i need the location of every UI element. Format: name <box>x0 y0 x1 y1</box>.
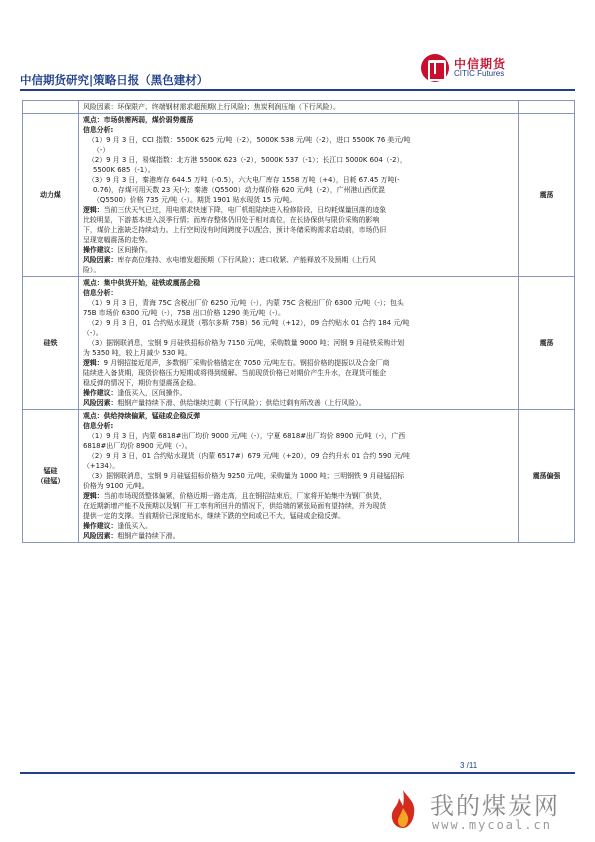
line-text: 粗钢产量持续下滑、供给继续过剩（下行风险）；供给过剩有所改善（上行风险）。 <box>117 399 366 407</box>
analysis-line: 信息分析： <box>83 289 118 297</box>
page-number: 3 /11 <box>460 761 478 770</box>
line-text: 当前三伏天气已过，用电需求快速下降，电厂机组陆续进入检修阶段，日均耗煤量回落的迹象 <box>103 206 387 214</box>
line-label: 风险因素： <box>83 532 118 540</box>
line-text: 9 月钢招接近尾声，多数钢厂采购价格锚定在 7050 元/吨左右。钢招价格的提振以及合金厂商 <box>103 359 390 367</box>
analysis-line <box>83 255 514 265</box>
citic-logo <box>421 52 506 84</box>
analysis-line: 信息分析: <box>83 422 114 430</box>
outlook-view: 震荡 <box>519 114 575 277</box>
commodity-name: 硅铁 <box>23 277 79 410</box>
line-label: 逻辑： <box>83 206 104 214</box>
outlook-view <box>519 101 575 114</box>
logo-name-en: CITIC Futures <box>454 69 505 79</box>
analysis-line: 5500K 685（-1）。 <box>93 166 155 174</box>
analysis-line <box>83 521 514 531</box>
analysis-line: 下，煤价上涨缺乏持续动力。上行空间没有时间跨度予以配合，预计冬储采购需求启动前，市场仍旧 <box>83 226 387 234</box>
analysis-line: （3）9 月 3 日，秦港库存 644.5 万吨（-0.5），六大电厂库存 1558 万吨（+4），日耗 67.45 万吨(- <box>88 176 400 184</box>
outlook-view: 震荡 <box>519 277 575 410</box>
analysis-text <box>79 410 519 543</box>
analysis-line: （-） <box>93 146 110 154</box>
line-text: 区间操作。 <box>117 246 152 254</box>
page-title: 中信期货研究|策略日报（黑色建材） <box>20 73 209 87</box>
analysis-line: 险）。 <box>83 266 101 274</box>
analysis-line <box>83 491 514 501</box>
line-label: 逻辑： <box>83 492 104 500</box>
analysis-line: （-）。 <box>83 329 103 337</box>
analysis-line: （2）9 月 3 日，01 合约贴水现货（内蒙 6517#）679 元/吨（+20），09 合约升水 01 合约 590 元/吨 <box>88 452 410 460</box>
logo-text <box>454 58 506 79</box>
analysis-text <box>79 114 519 277</box>
analysis-line <box>83 245 514 255</box>
analysis-line: 观点：市场供需两弱，煤价弱势震荡 <box>83 116 194 124</box>
table-row <box>23 277 575 410</box>
analysis-line: 75B 市场价 6300 元/吨（-），75B 出口价格 1290 美元/吨（-）。 <box>83 309 285 317</box>
analysis-line: （1）9 月 3 日，内蒙 6818#出厂均价 9000 元/吨（-），宁夏 6818#出厂均价 8900 元/吨（-），广西 <box>88 432 406 440</box>
analysis-line: 价格为 9100 元/吨。 <box>83 482 149 490</box>
analysis-line: 观点：集中供货开始，硅铁或震荡企稳 <box>83 279 201 287</box>
analysis-line: 为 5350 吨，较上月减少 530 吨。 <box>83 349 192 357</box>
watermark-url: www.mycoal.cn <box>432 818 552 832</box>
analysis-line <box>83 398 514 408</box>
outlook-view: 震荡偏强 <box>519 410 575 543</box>
analysis-line: （3）据钢联消息，宝钢 9 月硅锰招标价格为 9250 元/吨，采购量为 1000 吨；三明钢铁 9 月硅锰招标 <box>88 472 405 480</box>
watermark <box>386 784 586 840</box>
table-row <box>23 114 575 277</box>
analysis-line: （Q5500）价格 735 元/吨（-）。期货 1901 贴水现货 15 元/吨。 <box>93 196 297 204</box>
analysis-line: 比较明显，下游基本进入淡季行情；而库存整体仍旧处于相对高位，在长协保供与限价采购的影响 <box>83 216 380 224</box>
watermark-title: 我的煤炭网 <box>430 792 560 820</box>
line-text: 库存高位维持、水电增发超预期（下行风险）；进口收紧、产能释放不及预期（上行风 <box>117 256 376 264</box>
line-label: 操作建议： <box>83 389 118 397</box>
analysis-line: （3）据钢联消息，宝钢 9 月硅铁招标价格为 7150 元/吨，采购数量 9000 吨；河钢 9 月硅铁采购计划 <box>88 339 405 347</box>
analysis-line: 呈现宽幅震荡的走势。 <box>83 236 152 244</box>
citic-logo-icon <box>421 54 449 82</box>
analysis-line: （+134）。 <box>83 462 120 470</box>
line-text: 当前市场现货整体偏紧，价格近期一路走高，且在钢招结束后，厂家将开始集中为钢厂供货， <box>103 492 387 500</box>
analysis-line: 6818#出厂均价 8900 元/吨（-）。 <box>83 442 192 450</box>
analysis-line: 在近期新增产能不及预期以及钢厂开工率有所回升的情况下，供给端的紧张局面有望持续，并为现货 <box>83 502 387 510</box>
analysis-line: 观点：供给持续偏紧，锰硅或企稳反弹 <box>83 412 201 420</box>
flame-icon <box>386 788 420 830</box>
analysis-line: （2）9 月 3 日，易煤指数：北方港 5500K 623（-2），5000K 537（-1）；长江口 5000K 604（-2）， <box>88 156 407 164</box>
line-label: 风险因素： <box>83 256 118 264</box>
analysis-line: 稳反弹的情况下，期价有望震荡企稳。 <box>83 379 201 387</box>
analysis-text <box>79 101 519 114</box>
line-text: 粗钢产量持续下滑。 <box>117 532 180 540</box>
line-text: 逢低买入，区间操作。 <box>117 389 187 397</box>
commodity-name <box>23 101 79 114</box>
table-row <box>23 410 575 543</box>
line-label: 操作建议： <box>83 522 118 530</box>
line-label: 操作建议： <box>83 246 118 254</box>
analysis-line: 风险因素：环保限产、终端钢材需求超预期(上行风险)；焦炭利润压缩（下行风险）。 <box>83 103 340 111</box>
footer-divider <box>20 772 575 774</box>
line-text: 逢低买入。 <box>117 522 152 530</box>
analysis-line <box>83 388 514 398</box>
analysis-line: （2）9 月 3 日，01 合约贴水现货（鄂尔多斯 75B）56 元/吨（+12），09 合约贴水 01 合约 184 元/吨 <box>88 319 410 327</box>
strategy-table-body <box>23 101 575 543</box>
logo-name-cn: 中信期货 <box>454 56 507 71</box>
title-divider <box>20 89 575 91</box>
analysis-line <box>83 205 514 215</box>
analysis-line <box>83 358 514 368</box>
analysis-line: 信息分析: <box>83 126 114 134</box>
analysis-text <box>79 277 519 410</box>
analysis-line: 0.76)，存煤可用天数 23 天(-)；秦港（Q5500）动力煤价格 620 元/吨（-2），广州港山西优混 <box>93 186 385 194</box>
analysis-line: 陆续进入备货期，现货价格压力短期或将得到缓解。当前现货价格已对期价产生升水，在现货可能企 <box>83 369 387 377</box>
analysis-line: （1）9 月 3 日，青海 75C 含税出厂价 6250 元/吨（-），内蒙 75C 含税出厂价 6300 元/吨（-）；包头 <box>88 299 404 307</box>
line-label: 风险因素： <box>83 399 118 407</box>
analysis-line <box>83 531 514 541</box>
strategy-table <box>22 100 575 543</box>
commodity-name: 锰硅 （硅锰） <box>23 410 79 543</box>
table-row <box>23 101 575 114</box>
analysis-line: （1）9 月 3 日，CCI 指数：5500K 625 元/吨（-2），5000K 538 元/吨（-2），进口 5500K 76 美元/吨 <box>88 136 411 144</box>
commodity-name: 动力煤 <box>23 114 79 277</box>
line-label: 逻辑： <box>83 359 104 367</box>
analysis-line: 提供一定的支撑。当前期价已深度贴水，继续下跌的空间或已不大，锰硅或企稳反弹。 <box>83 512 345 520</box>
